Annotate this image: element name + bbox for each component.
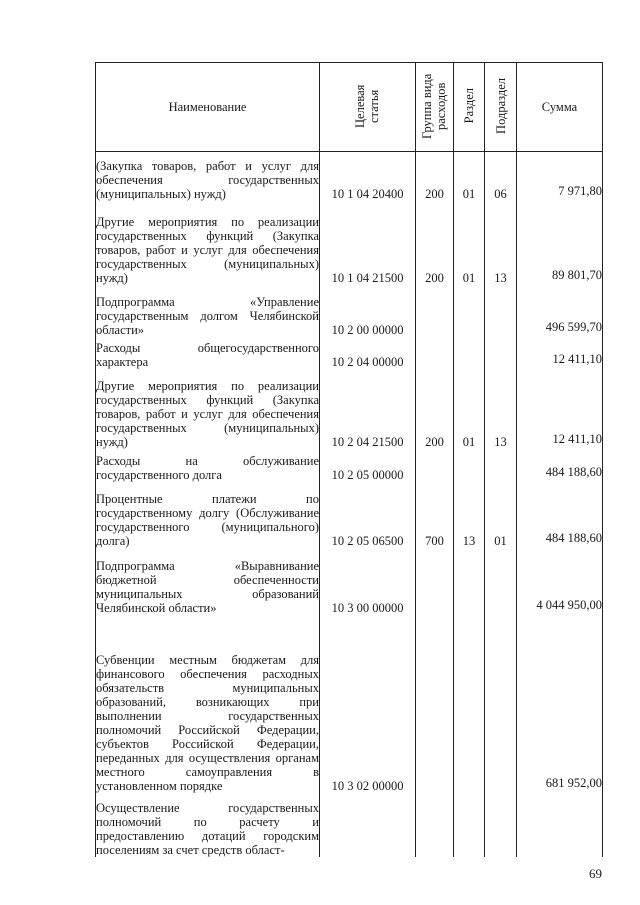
row-group: 200 <box>416 369 454 449</box>
row-subsection: 06 <box>485 152 517 201</box>
row-amount: 12 411,10 <box>517 369 603 449</box>
row-section <box>454 548 485 615</box>
table-header-row <box>96 63 603 152</box>
row-group: 700 <box>416 482 454 548</box>
row-name: Другие мероприятия по реализации государственных функций (Закупка товаров, работ и услуг для обеспечения государственных (муниципальных) нужд) <box>96 369 320 449</box>
row-amount: 681 952,00 <box>517 615 603 793</box>
row-subsection <box>485 449 517 482</box>
table-row <box>96 337 603 369</box>
row-section <box>454 337 485 369</box>
row-name: Процентные платежи по государственному долгу (Обслуживание государственного (муниципального) долга) <box>96 482 320 548</box>
row-name: Подпрограмма «Управление государственным долгом Челябинской области» <box>96 285 320 337</box>
row-target <box>320 793 416 857</box>
row-subsection <box>485 548 517 615</box>
header-subsection: Подраздел <box>485 63 517 152</box>
table-row <box>96 793 603 857</box>
row-target: 10 2 05 00000 <box>320 449 416 482</box>
header-target: Целевая статья <box>320 63 416 152</box>
row-subsection <box>485 337 517 369</box>
row-subsection <box>485 615 517 793</box>
row-target: 10 2 00 00000 <box>320 285 416 337</box>
row-amount: 484 188,60 <box>517 482 603 548</box>
row-group: 200 <box>416 201 454 285</box>
row-name: Осуществление государственных полномочий по расчету и предоставлению дотаций городским поселениям за счет средств област- <box>96 793 320 857</box>
page-number: 69 <box>589 866 602 881</box>
row-subsection: 13 <box>485 369 517 449</box>
table-row <box>96 548 603 615</box>
row-section: 13 <box>454 482 485 548</box>
row-name: Расходы на обслуживание государственного долга <box>96 449 320 482</box>
row-amount: 484 188,60 <box>517 449 603 482</box>
budget-table <box>95 62 603 857</box>
row-name: Другие мероприятия по реализации государственных функций (Закупка товаров, работ и услуг для обеспечения государственных (муниципальных) нужд) <box>96 201 320 285</box>
row-amount: 89 801,70 <box>517 201 603 285</box>
row-target: 10 2 05 06500 <box>320 482 416 548</box>
table-row <box>96 482 603 548</box>
header-name: Наименование <box>96 63 320 152</box>
row-section <box>454 793 485 857</box>
row-target: 10 1 04 20400 <box>320 152 416 201</box>
row-name: (Закупка товаров, работ и услуг для обеспечения государственных (муниципальных) нужд) <box>96 152 320 201</box>
header-group: Группа вида расходов <box>416 63 454 152</box>
row-amount <box>517 793 603 857</box>
row-subsection <box>485 285 517 337</box>
row-amount: 7 971,80 <box>517 152 603 201</box>
row-name: Субвенции местным бюджетам для финансового обеспечения расходных обязательств муниципальных образований, возникающих при выполнении государственных полномочий Российской Федерации, субъектов Российской Федерации, переданных для осуществления органам местного самоуправления в установленном порядке <box>96 615 320 793</box>
table-row <box>96 449 603 482</box>
row-section: 01 <box>454 152 485 201</box>
row-amount: 496 599,70 <box>517 285 603 337</box>
row-target: 10 3 02 00000 <box>320 615 416 793</box>
row-target: 10 2 04 21500 <box>320 369 416 449</box>
row-group <box>416 615 454 793</box>
header-amount: Сумма <box>517 63 603 152</box>
row-target: 10 3 00 00000 <box>320 548 416 615</box>
row-group <box>416 337 454 369</box>
row-subsection: 13 <box>485 201 517 285</box>
row-group: 200 <box>416 152 454 201</box>
row-section: 01 <box>454 369 485 449</box>
row-section: 01 <box>454 201 485 285</box>
row-group <box>416 449 454 482</box>
table-row <box>96 369 603 449</box>
row-group <box>416 285 454 337</box>
row-section <box>454 449 485 482</box>
row-group <box>416 548 454 615</box>
row-amount: 4 044 950,00 <box>517 548 603 615</box>
row-section <box>454 615 485 793</box>
table-row <box>96 201 603 285</box>
row-target: 10 2 04 00000 <box>320 337 416 369</box>
row-name: Подпрограмма «Выравнивание бюджетной обеспеченности муниципальных образований Челябинской области» <box>96 548 320 615</box>
table-row <box>96 152 603 201</box>
row-name: Расходы общегосударственного характера <box>96 337 320 369</box>
table-row <box>96 285 603 337</box>
row-subsection: 01 <box>485 482 517 548</box>
table-row <box>96 615 603 793</box>
header-section: Раздел <box>454 63 485 152</box>
row-subsection <box>485 793 517 857</box>
row-section <box>454 285 485 337</box>
row-group <box>416 793 454 857</box>
row-amount: 12 411,10 <box>517 337 603 369</box>
row-target: 10 1 04 21500 <box>320 201 416 285</box>
